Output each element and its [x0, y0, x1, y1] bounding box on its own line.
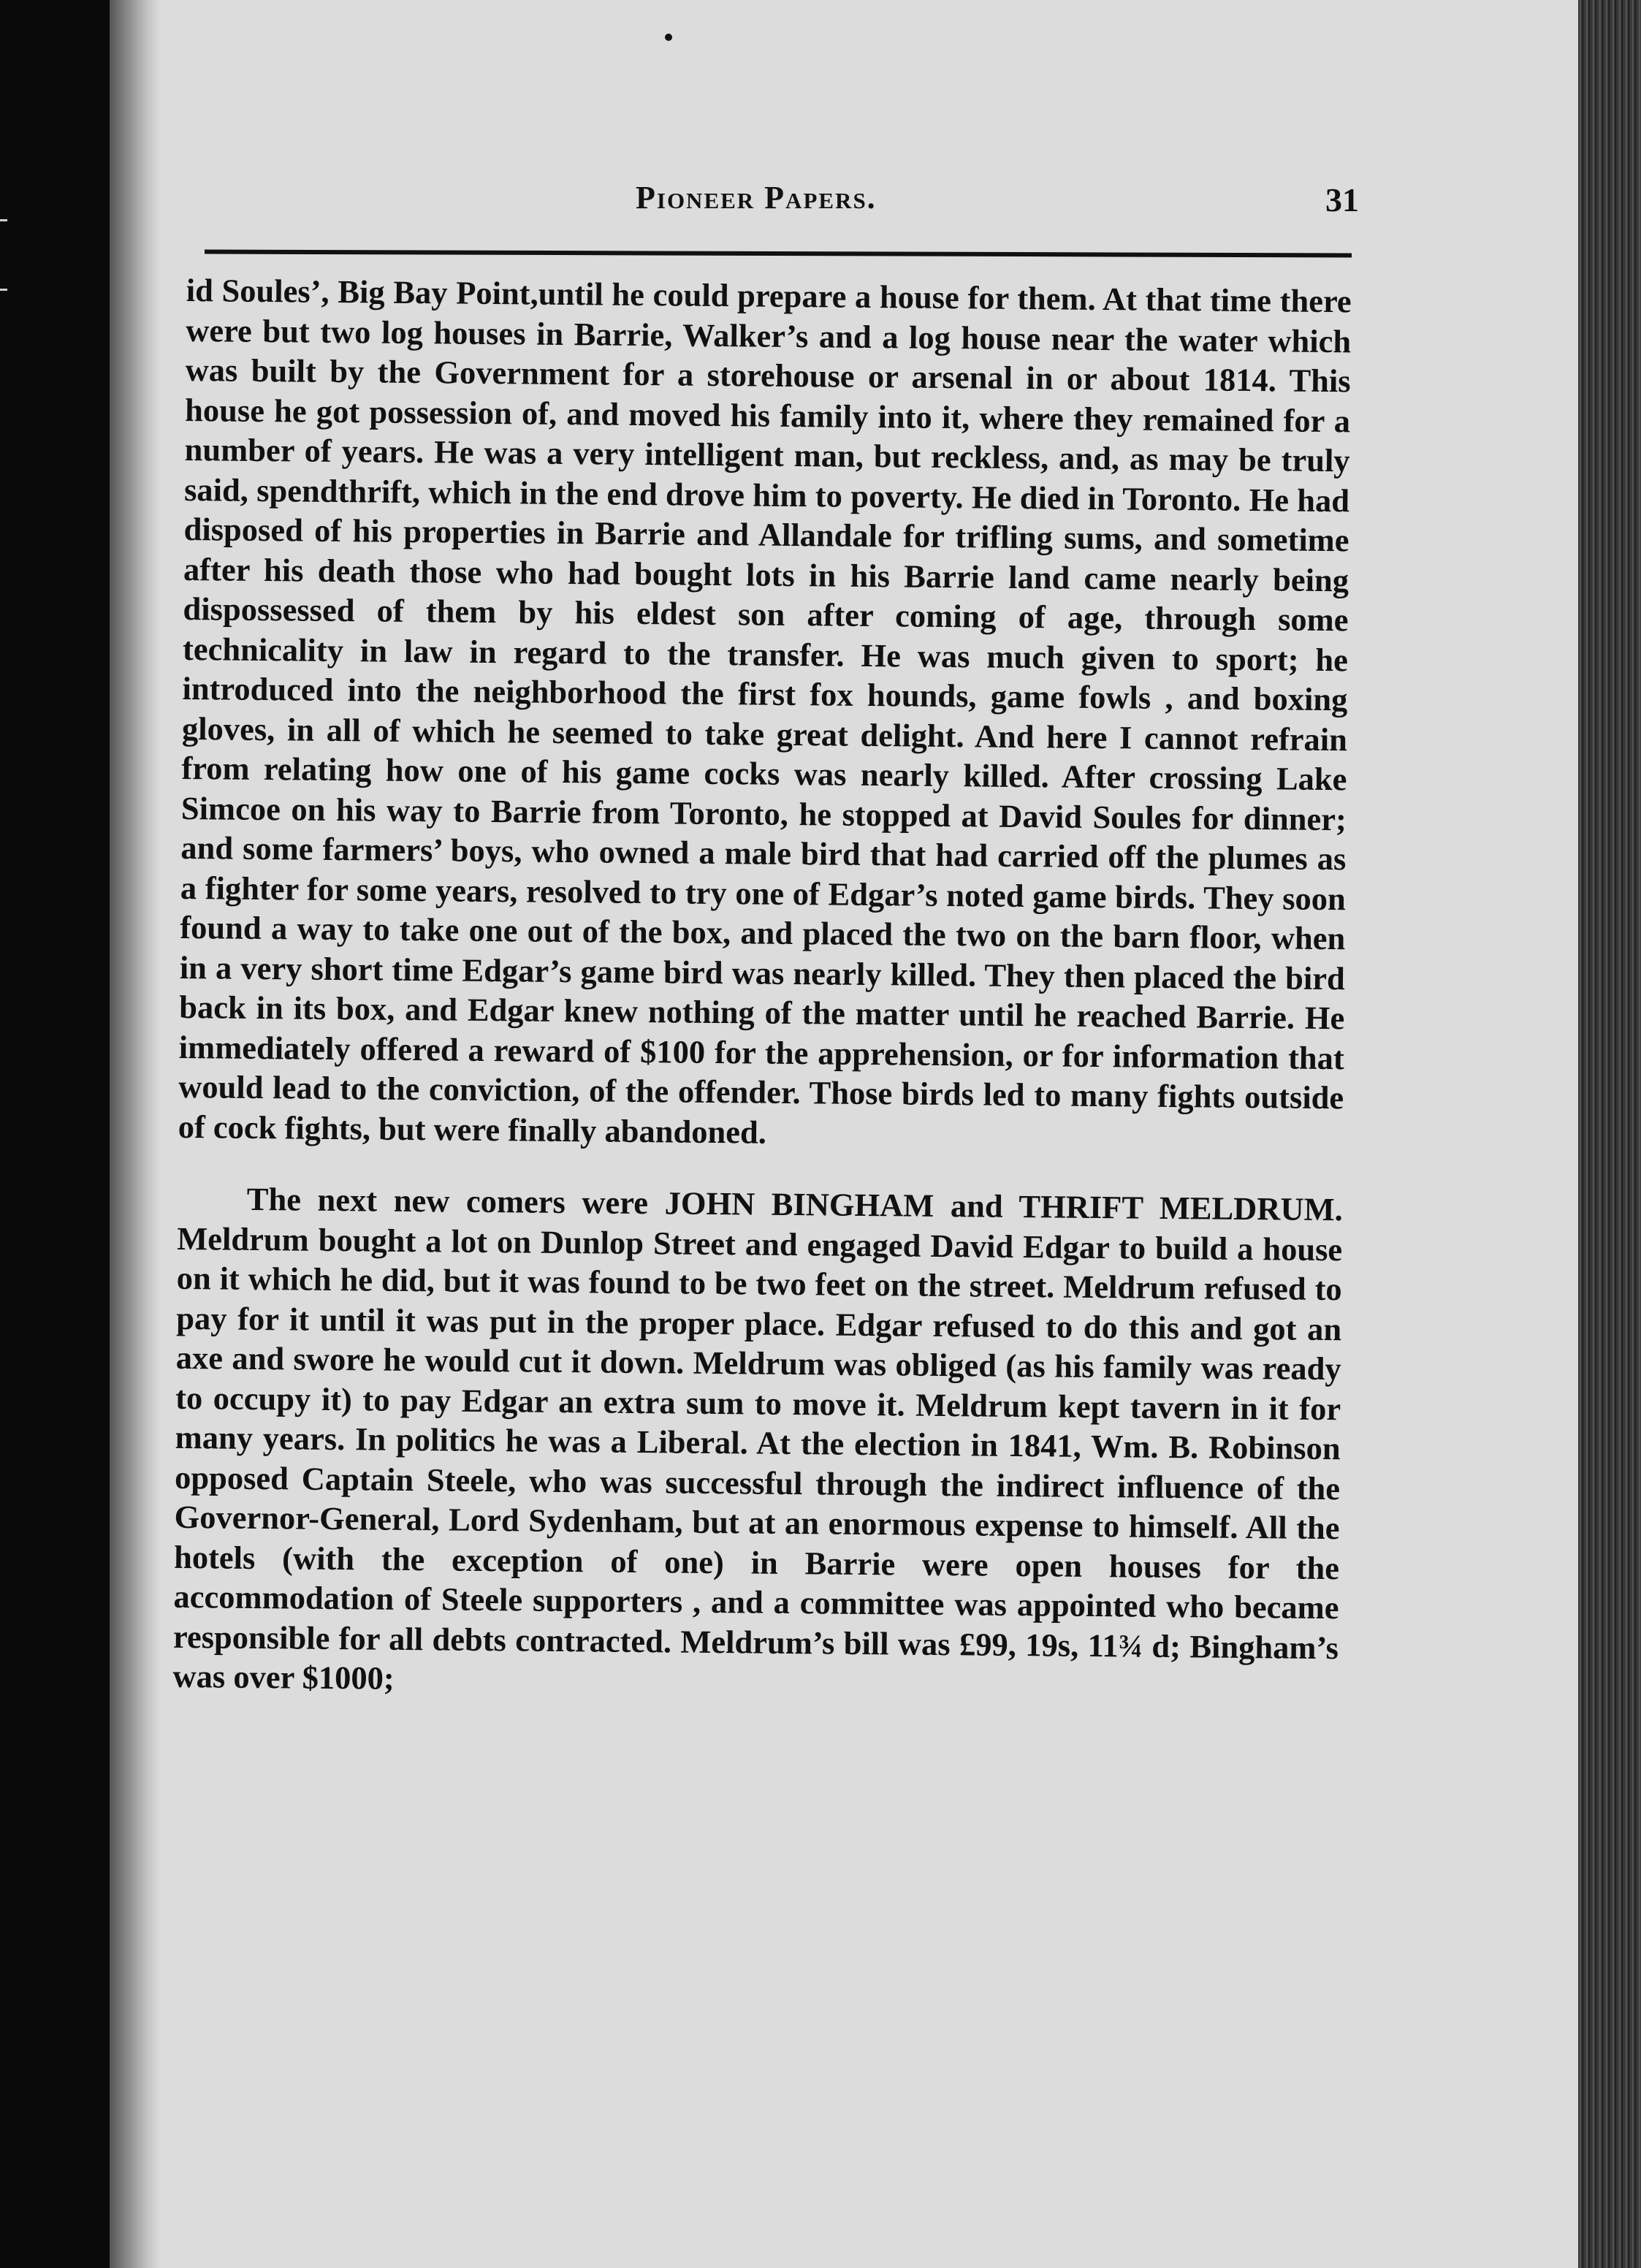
page-number: 31: [1325, 181, 1359, 218]
binding-mark: [665, 34, 672, 41]
paragraph: The next new comers were JOHN BINGHAM and THRIFT MELDRUM. Meldrum bought a lot on Dunlop Street and engaged David Edgar to build a house on it which he did, but it was found to be two feet on the street. Meldrum refused to pay for it until it was put in the proper place. Edgar refused to do this and got an axe and swore he would cut it down. Meldrum was obliged (as his family was ready to occupy it) to pay Edgar an extra sum to move it. Meldrum kept tavern in it for many years. In politics he was a Liberal. At the election in 1841, Wm. B. Robinson opposed Captain Steele, who was successful through the indirect influence of the Governor-General, Lord Sydenham, but at an enormous expense to himself. All the hotels (with the exception of one) in Barrie were open houses for the accommodation of Steele supporters , and a committee was appointed who became responsible for all debts contracted. Meldrum’s bill was £99, 19s, 11¾ d; Bingham’s was over $1000;: [172, 1180, 1343, 1697]
scan-border-left: [0, 0, 110, 2268]
page-edge-stack: [1578, 0, 1641, 2268]
running-title: Pioneer Papers.: [636, 180, 877, 216]
body-text: [172, 270, 1352, 1708]
paragraph: id Soules’, Big Bay Point,until he could prepare a house for them. At that time there were but two log houses in Barrie, Walker’s and a log house near the water which was built by the Government for a storehouse or arsenal in or about 1814. This house he got possession of, and moved his family into it, where they remained for a number of years. He was a very intelligent man, but reckless, and, as may be truly said, spendthrift, which in the end drove him to poverty. He died in Toronto. He had disposed of his properties in Barrie and Allandale for trifling sums, and sometime after his death those who had bought lots in his Barrie land came nearly being dispossessed of them by his eldest son after coming of age, through some technicality in law in regard to the transfer. He was much given to sport; he introduced into the neighborhood the first fox hounds, game fowls , and boxing gloves, in all of which he seemed to take great delight. And here I cannot refrain from relating how one of his game cocks was nearly killed. After crossing Lake Simcoe on his way to Barrie from Toronto, he stopped at David Soules for dinner; and some farmers’ boys, who owned a male bird that had carried off the plumes as a fighter for some years, resolved to try one of Edgar’s noted game birds. They soon found a way to take one out of the box, and placed the two on the barn floor, when in a very short time Edgar’s game bird was nearly killed. They then placed the bird back in its box, and Edgar knew nothing of the matter until he reached Barrie. He immediately offered a reward of $100 for the apprehension, or for information that would lead to the conviction, of the offender. Those birds led to many fights outside of cock fights, but were finally abandoned.: [178, 271, 1352, 1151]
gutter-shadow: [110, 0, 161, 2268]
scan-mark: [0, 219, 7, 221]
running-header: [205, 179, 1359, 230]
scan-mark: [0, 289, 7, 291]
